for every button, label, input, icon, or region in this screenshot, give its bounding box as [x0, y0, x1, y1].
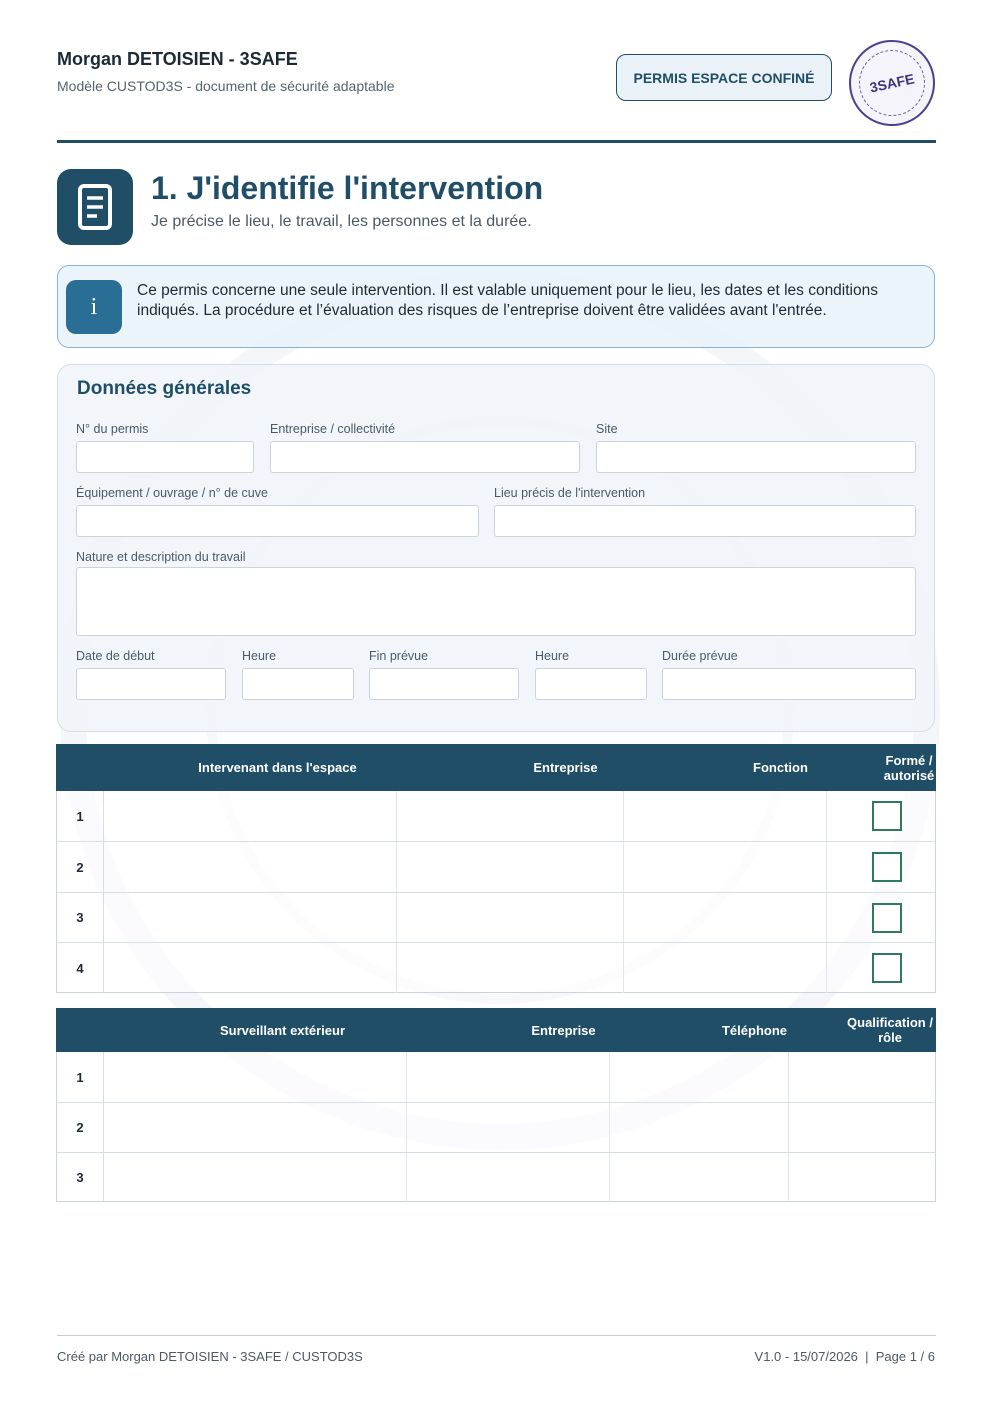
table-row	[57, 791, 935, 841]
duration-field[interactable]	[662, 668, 916, 700]
end-planned-label: Fin prévue	[369, 649, 429, 663]
equipment-label: Équipement / ouvrage / n° de cuve	[76, 486, 268, 500]
permit-number-field[interactable]	[76, 441, 254, 473]
section-title: 1. J'identifie l'intervention	[151, 170, 544, 206]
header-divider	[57, 140, 936, 143]
table-row	[57, 841, 935, 892]
worker-company-header: Entreprise	[533, 760, 598, 775]
location-field[interactable]	[494, 505, 916, 537]
table-row	[57, 892, 935, 942]
document-model: Modèle CUSTOD3S - document de sécurité adaptable	[57, 78, 395, 94]
company-logo-stamp	[849, 40, 935, 126]
supervisor-phone-header: Téléphone	[721, 1022, 787, 1038]
worker-trained-header: Formé / autorisé	[883, 752, 935, 783]
supervisors-table-body	[56, 1052, 936, 1202]
trained-checkbox[interactable]	[872, 903, 902, 933]
start-date-label: Date de début	[76, 649, 155, 663]
row-number: 4	[57, 943, 104, 993]
supervisor-company-header: Entreprise	[531, 1022, 596, 1038]
start-time-field[interactable]	[242, 668, 354, 700]
row-number: 2	[57, 1103, 104, 1152]
footer-version-page: V1.0 - 15/07/2026 | Page 1 / 6	[754, 1349, 935, 1364]
row-number: 3	[57, 1153, 104, 1202]
general-data-title: Données générales	[77, 378, 252, 399]
table-row	[57, 1102, 935, 1152]
end-planned-field[interactable]	[369, 668, 519, 700]
footer-divider	[57, 1335, 936, 1336]
trained-checkbox[interactable]	[872, 801, 902, 831]
footer-credit: Créé par Morgan DETOISIEN - 3SAFE / CUSTOD3S	[57, 1349, 363, 1364]
end-time-label: Heure	[535, 649, 570, 663]
site-label: Site	[596, 422, 618, 436]
info-notice-text: Ce permis concerne une seule intervention. Il est valable uniquement pour le lieu, les dates et les conditions indiqués. La procédure et l’évaluation des risques de l’entreprise doivent être validées avant l'entrée.	[137, 282, 878, 319]
description-field[interactable]	[76, 567, 916, 636]
clipboard-icon	[57, 169, 133, 245]
supervisors-table-header	[56, 1008, 936, 1052]
trained-checkbox[interactable]	[872, 953, 902, 983]
table-row	[57, 1152, 935, 1202]
site-field[interactable]	[596, 441, 916, 473]
permit-type-badge: PERMIS ESPACE CONFINÉ	[616, 54, 832, 101]
permit-number-label: N° du permis	[76, 422, 149, 436]
supervisor-role-header: Qualification / rôle	[847, 1015, 933, 1045]
logo-text: 3SAFE	[853, 44, 931, 122]
description-label: Nature et description du travail	[76, 550, 246, 564]
row-number: 2	[57, 842, 104, 892]
table-row	[57, 1052, 935, 1102]
duration-label: Durée prévue	[662, 649, 738, 663]
trained-checkbox[interactable]	[872, 852, 902, 882]
workers-table-header	[56, 744, 936, 791]
row-number: 1	[57, 1052, 104, 1102]
workers-table-body	[56, 791, 936, 993]
equipment-field[interactable]	[76, 505, 479, 537]
row-number: 3	[57, 893, 104, 942]
row-number: 1	[57, 791, 104, 841]
section-subtitle: Je précise le lieu, le travail, les personnes et la durée.	[151, 213, 532, 230]
table-row	[57, 942, 935, 993]
supervisor-name-header: Surveillant extérieur	[220, 1022, 345, 1038]
document-author: Morgan DETOISIEN - 3SAFE	[57, 49, 298, 69]
start-time-label: Heure	[242, 649, 277, 663]
start-date-field[interactable]	[76, 668, 226, 700]
worker-function-header: Fonction	[753, 760, 808, 775]
company-label: Entreprise / collectivité	[270, 422, 396, 436]
company-field[interactable]	[270, 441, 580, 473]
end-time-field[interactable]	[535, 668, 647, 700]
info-icon: i	[66, 280, 122, 334]
location-label: Lieu précis de l'intervention	[494, 486, 646, 500]
worker-name-header: Intervenant dans l'espace	[198, 760, 357, 775]
